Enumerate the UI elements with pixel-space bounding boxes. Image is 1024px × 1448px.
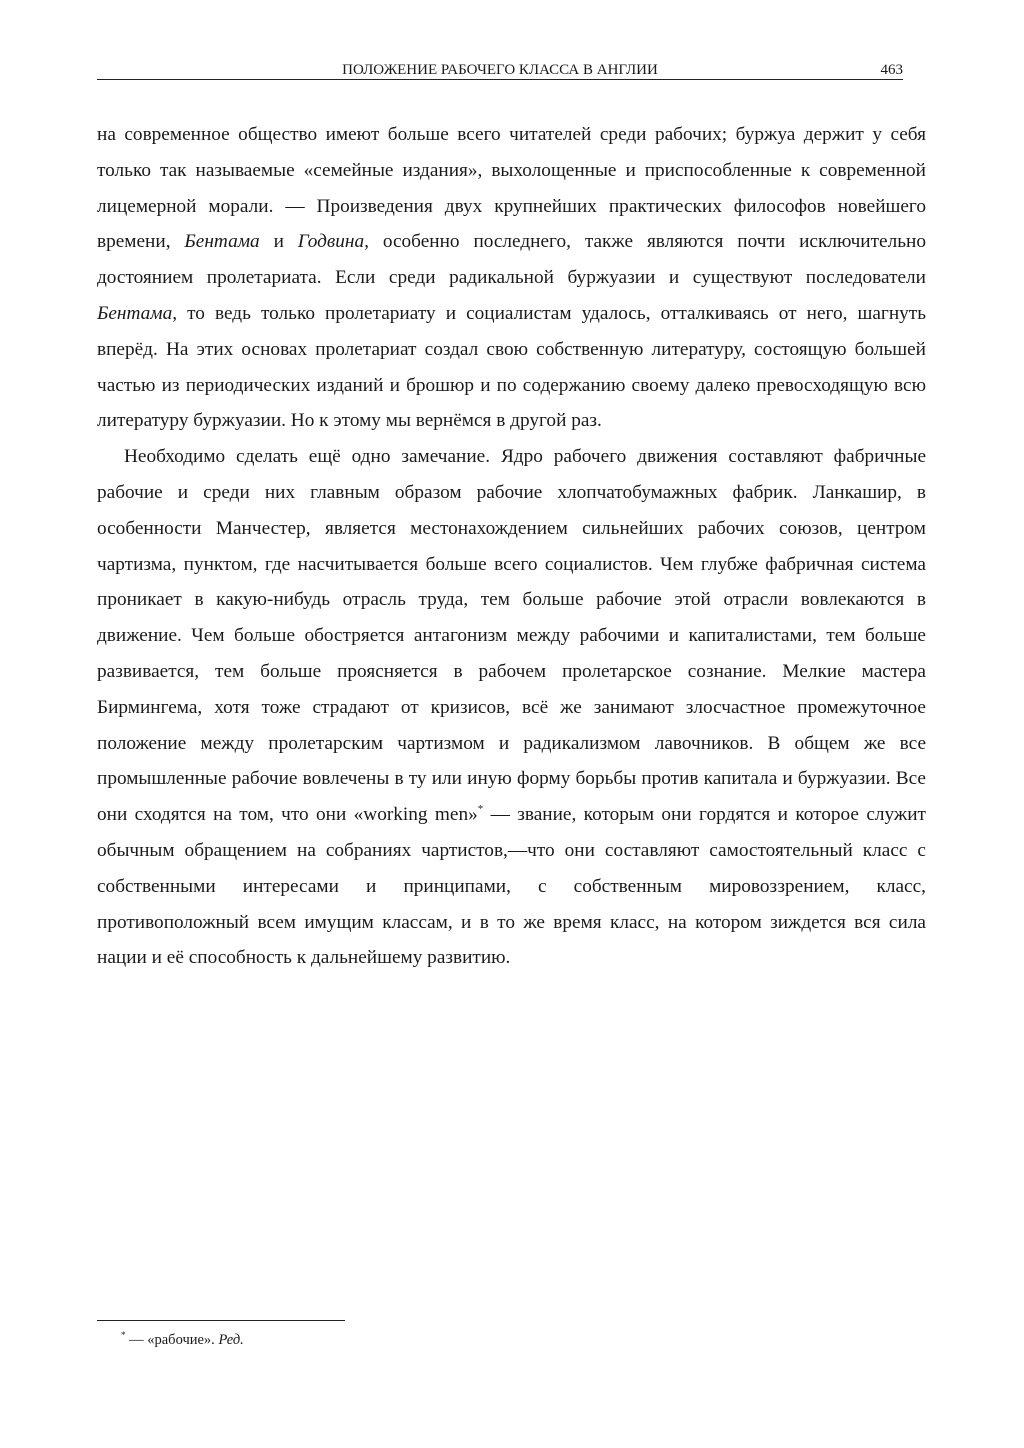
header-rule (97, 79, 903, 80)
running-head (97, 60, 903, 80)
footnote-reference[interactable]: * (477, 803, 484, 816)
footnote-mark: * (121, 1330, 126, 1340)
footnote-text: — «рабочие». (125, 1332, 219, 1348)
name-bentham: Бентама (184, 231, 260, 253)
page-number: 463 (880, 62, 903, 78)
footnote-editor: Ред. (218, 1332, 244, 1348)
running-head-title: ПОЛОЖЕНИЕ РАБОЧЕГО КЛАССА В АНГЛИИ (342, 62, 658, 78)
paragraph-2-lead: Необходимо сделать ещё одно замечание. Ядро рабочего движения составляют фабричные рабочие и среди них главным образом рабочие хлопчатобумажных фабрик. Ланкашир, в особенности Манчестер, является местонахождением сильнейших рабочих союзов, центром чартизма, пунктом, где насчитывается больше всего социалистов. Чем глубже фабричная система проникает в какую-нибудь отрасль труда, тем больше рабочие этой отрасли вовлекаются в движение. Чем больше обостряется антагонизм между рабочими и капиталистами, тем больше развивается, тем больше проясняется в рабочем пролетарское сознание. Мелкие мастера Бирмингема, хотя тоже страдают от кризисов, всё же занимают злосчастное промежуточное положение между пролетарским чартизмом и радикализмом лавочников. В общем же все промышленные рабочие вовлечены в ту или иную форму борьбы против капитала и буржуазии. Все они сходятся на том, что они «working men» (97, 446, 926, 826)
paragraph-1-conjunction: и (259, 231, 298, 253)
footnote-rule (97, 1320, 345, 1321)
name-godwin: Годвина, (297, 231, 369, 253)
name-bentham-second: Бентама, (97, 302, 178, 324)
paragraph-2 (97, 439, 926, 976)
footnote (121, 1330, 244, 1350)
paragraph-1-lead: на современное общество имеют больше всего читателей среди рабочих; буржуа держит у себя только так называемые «семейные издания», выхолощенные и приспособленные к современной лицемерной морали. — Произведения двух крупнейших практических философов новейшего времени, (97, 124, 926, 253)
paragraph-1-middle: особенно последнего, также являются почти исключительно достоянием пролетариата. Если среди радикальной буржуазии и существуют последователи (97, 231, 926, 289)
paragraph-1 (97, 117, 926, 439)
paragraph-2-tail: — звание, которым они гордятся и которое служит обычным обращением на собраниях чартистов,—что они составляют самостоятельный класс с собственными интересами и принципами, с собственным мировоззрением, класс, противоположный всем имущим классам, и в то же время класс, на котором зиждется вся сила нации и её способность к дальнейшему развитию. (97, 804, 926, 969)
body-text (97, 117, 926, 976)
paragraph-1-tail: то ведь только пролетариату и социалистам удалось, отталкиваясь от него, шагнуть вперёд. На этих основах пролетариат создал свою собственную литературу, состоящую большей частью из периодических изданий и брошюр и по содержанию своему далеко превосходящую всю литературу буржуазии. Но к этому мы вернёмся в другой раз. (97, 302, 926, 432)
